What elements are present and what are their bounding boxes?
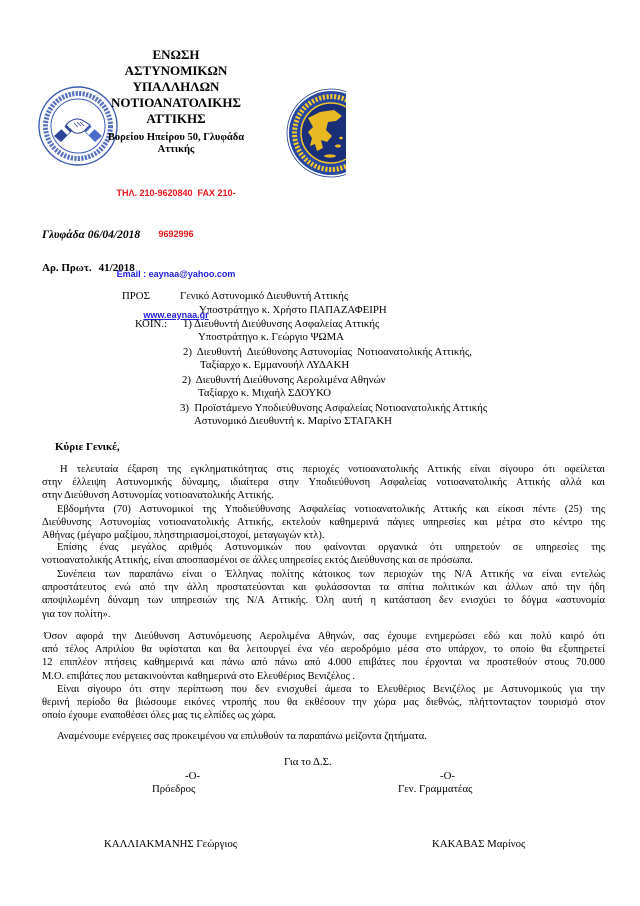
org-line: ΑΣΤΥΝΟΜΙΚΩΝ [124, 63, 228, 78]
letter-date: Γλυφάδα 06/04/2018 [42, 229, 141, 241]
secretary-name: ΚΑΚΑΒΑΣ Μαρίνος [432, 838, 526, 850]
to-line: Γενικό Αστυνομικό Διευθυντή Αττικής [180, 290, 349, 302]
body-line: για τον πολίτη». [42, 608, 111, 620]
body-line: θερινή περίοδο θα βιώσουμε εικόνες ντροπής που θα εκθέσουν την χώρα μας διεθνώς, πλήττονταςτον τουρισμό στον [42, 697, 605, 709]
to-line: Υποστράτηγο κ. Χρήστο ΠΑΠΑΖΑΦΕΙΡΗ [199, 304, 387, 316]
body-line: Μ.Ο. επιβάτες που μετακινούνται καθημερινά στο Ελευθέριος Βενιζέλος . [42, 670, 356, 682]
cc-line: 2) Διευθυντή Διεύθυνσης Αερολιμένα Αθηνών [182, 374, 386, 386]
salutation: Κύριε Γενικέ, [55, 441, 120, 453]
cc-line: Αστυνομικό Διευθυντή κ. Μαρίνο ΣΤΑΓΑΚΗ [194, 415, 392, 427]
secretary-role: Γεν. Γραμματέας [398, 783, 473, 795]
address-line: Βορείου Ηπείρου 50, Γλυφάδα [107, 132, 245, 143]
organization-name [96, 47, 256, 127]
body-line: από τέλος Απριλίου θα υφίσταται και θα λειτουργεί ένα νέο αεροδρόμιο μέσα στο υπάρχον, το οποίο θα εξυπηρετεί [42, 644, 605, 656]
protocol-number [42, 261, 135, 275]
body-line: Εβδομήντα (70) Αστυνομικοί της Υποδιεύθυνσης Ασφαλείας νοτιοανατολικής Αττικής και είκοσι πέντε (25) της [57, 504, 605, 515]
address-line: Αττικής [157, 144, 195, 155]
body-line: Διεύθυνσης Αστυνομίας νοτιοανατολικής Αττικής, εκτελούν καθημερινά πάγιες υπηρεσίες και μέτρα στο κέντρο της [42, 517, 605, 529]
website-link[interactable]: www.eaynaa.gr [143, 309, 209, 320]
body-paragraph [42, 630, 605, 683]
secretary-signature-mark: -Ο- [440, 770, 455, 782]
president-name: ΚΑΛΛΙΑΚΜΑΝΗΣ Γεώργιος [104, 838, 238, 850]
body-line: Συνέπεια των παραπάνω είναι ο Έλληνας πολίτης κάτοικος των περιοχών της Ν/Α Αττικής να είναι εντελώς [57, 569, 605, 580]
body-line: οποίο έχουμε εναποθέσει όλες μας τις ελπίδες ως χώρα. [42, 710, 277, 722]
body-paragraph [42, 683, 605, 723]
body-line: Όσον αφορά την Διεύθυνση Αστυνόμευσης Αερολιμένα Αθηνών, σας έχουμε ενημερώσει εδώ και πολύ καιρό ότι [44, 631, 605, 642]
organization-address [96, 132, 256, 156]
body-line: Αθήνας (μέγαρο μαξίμου, πληστηριασμοί,στοχοί, μεταγωγών κτλ). [42, 530, 325, 542]
body-line: Αναμένουμε ενέργειες σας προκειμένου να επιλυθούν τα παραπάνω μείζοντα ζητήματα. [57, 731, 427, 742]
body-paragraph [42, 568, 605, 621]
body-line: Η τελευταία έξαρση της εγκληματικότητας στις περιοχές νοτιοανατολικής Αττικής είναι σίγουρο ότι οφείλεται [60, 464, 605, 475]
cc-line: 2) Διευθυντή Διεύθυνσης Αστυνομίας Νοτιοανατολικής Αττικής, [183, 346, 472, 358]
body-line: απροστάτευτος ενώ από την άλλη προστατεύονται και φυλάσσονται τα σπίτια πολιτικών και άλλων από την ήδη [42, 582, 605, 594]
org-line: ΝΟΤΙΟΑΝΑΤΟΛΙΚΗΣ [111, 95, 241, 110]
body-paragraph [42, 541, 605, 567]
body-line: νοτιοανατολικής Αττικής, είναι αποσπασμένοι σε άλλες υπηρεσίες εκτός Διεύθυνσης και σε πρόσωπα. [42, 555, 473, 567]
body-paragraph [42, 463, 605, 503]
email-text: Email : eaynaa@yahoo.com [116, 269, 236, 279]
body-line: 12 επιπλέον πτήσεις καθημερινά και πάνω από πάνω από 4.000 επιβάτες που έρχονται να προστεθούν στους 70.000 [42, 657, 605, 669]
protocol-label: Αρ. Πρωτ. [42, 262, 92, 274]
cc-label: ΚΟΙΝ.: [135, 318, 167, 330]
body-line: Επίσης ένας μεγάλος αριθμός Αστυνομικών που φαίνονται οργανικά ότι υπηρετούν σε υπηρεσίες της [57, 542, 605, 553]
org-line: ΕΝΩΣΗ [152, 47, 200, 62]
on-behalf-of-board: Για το Δ.Σ. [284, 756, 332, 768]
body-line: αποψιλωμένη δύναμη των υπηρεσιών της Ν/Α Αττικής. Όλη αυτή η κατάσταση δεν ενισχύει το δόγμα «αστυνομία [42, 595, 605, 607]
phone-fax-line: ΤΗΛ. 210-9620840 FAX 210- [116, 188, 236, 198]
org-line: ΑΤΤΙΚΗΣ [146, 111, 206, 126]
cc-line: Ταξίαρχο κ. Εμμανουήλ ΛΥΔΑΚΗ [200, 359, 350, 371]
president-role: Πρόεδρος [152, 783, 196, 795]
body-line: Είναι σίγουρο ότι στην περίπτωση που δεν ενισχυθεί άμεσα το Ελευθέριος Βενιζέλος με Αστυνομικούς για την [57, 684, 605, 695]
cc-line: Ταξίαρχο κ. Μιχαήλ ΣΔΟΥΚΟ [198, 387, 331, 399]
body-paragraph [42, 503, 605, 543]
cc-line: 3) Προϊστάμενο Υποδιεύθυνσης Ασφαλείας Νοτιοανατολικής Αττικής [180, 402, 488, 414]
protocol-value: 41/2018 [98, 262, 135, 274]
phone-fax-line: 9692996 [158, 228, 194, 239]
to-label: ΠΡΟΣ [122, 290, 150, 302]
cc-line: Υποστράτηγο κ. Γεώργιο ΨΩΜΑ [198, 331, 344, 343]
president-signature-mark: -Ο- [185, 770, 200, 782]
greece-map-emblem-icon [286, 88, 346, 178]
body-line: στην έλλειψη Αστυνομικής δύναμης, ιδιαίτερα στην Υποδιεύθυνση Ασφαλείας νοτιοανατολικής Αττικής αλλά και [42, 477, 605, 489]
body-line: στην Διεύθυνση Αστυνομίας νοτιοανατολικής Αττικής. [42, 490, 274, 502]
cc-line: 1) Διευθυντή Διεύθυνσης Ασφαλείας Αττικής [183, 318, 380, 330]
body-paragraph [42, 730, 605, 743]
org-line: ΥΠΑΛΛΗΛΩΝ [132, 79, 220, 94]
